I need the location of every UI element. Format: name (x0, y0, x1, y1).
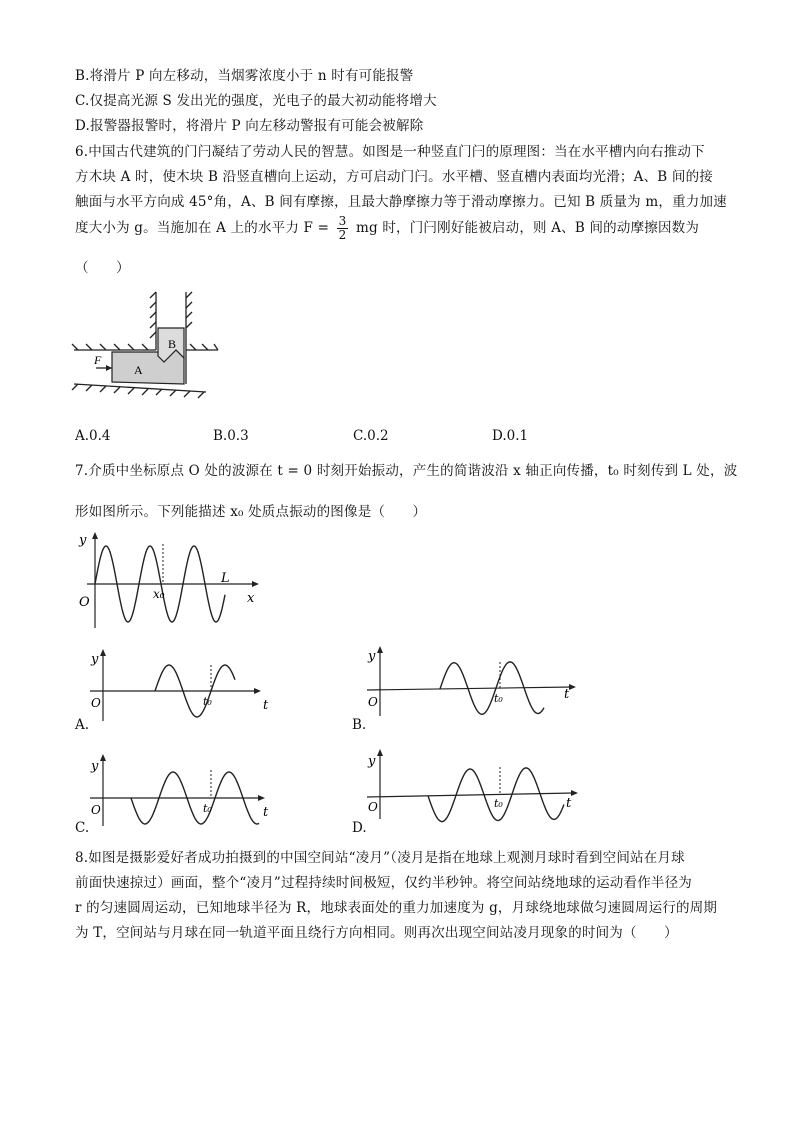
q7-graph-d-y: y (368, 754, 376, 769)
q7-graph-d-o: O (368, 800, 378, 814)
q7-graph-a-y: y (91, 652, 99, 667)
q6-option-b: B.0.3 (213, 428, 249, 444)
q7-graph-d (352, 745, 592, 825)
q5-option-b: B.将滑片 P 向左移动，当烟雾浓度小于 n 时有可能报警 (75, 68, 414, 84)
q6-latch-figure (68, 288, 228, 408)
q6-stem-line1: 6.中国古代建筑的门闩凝结了劳动人民的智慧。如图是一种竖直门闩的原理图：当在水平槽内向右推动下 (75, 144, 705, 160)
q7-wave-origin-label: O (79, 595, 90, 610)
q6-frac-num: 3 (338, 214, 347, 228)
q8-stem-line2: 前面快速掠过）画面，整个“凌月”过程持续时间极短，仅约半秒钟。将空间站绕地球的运动看作半径为 (75, 875, 693, 891)
q7-wave-l-label: L (221, 571, 230, 586)
q5-option-c: C.仅提高光源 S 发出光的强度，光电子的最大初动能将增大 (75, 93, 437, 109)
q7-wave-y-label: y (79, 533, 87, 548)
q6-frac-den: 2 (338, 228, 347, 242)
q6-stem-line2: 方木块 A 时，使木块 B 沿竖直槽向上运动，方可启动门闩。水平槽、竖直槽内表面均光滑；A、B 间的接 (75, 169, 713, 185)
q7-option-a-letter: A. (75, 717, 90, 733)
q7-graph-b-t: t (564, 687, 570, 702)
q7-wave-x0-label: x₀ (153, 587, 165, 601)
q6-label-f: F (94, 353, 102, 367)
q6-option-a: A.0.4 (75, 428, 111, 444)
q7-graph-c-t0: t₀ (203, 802, 212, 815)
q6-option-c: C.0.2 (353, 428, 389, 444)
q7-option-c-letter: C. (75, 820, 90, 836)
q7-graph-b (352, 642, 592, 722)
q6-option-d: D.0.1 (492, 428, 529, 444)
q7-option-d-letter: D. (352, 820, 367, 836)
q6-label-b: B (168, 337, 177, 351)
q7-graph-b-o: O (368, 695, 378, 709)
q7-option-b-letter: B. (352, 717, 367, 733)
q8-stem-line1: 8.如图是摄影爱好者成功拍摄到的中国空间站“凌月”（凌月是指在地球上观测月球时看到空间站在月球 (75, 850, 685, 866)
q7-graph-b-t0: t₀ (494, 692, 503, 705)
q6-label-a: A (134, 363, 143, 377)
q7-graph-a (75, 645, 295, 725)
q7-graph-c (75, 750, 295, 830)
q7-graph-d-t0: t₀ (494, 797, 503, 810)
q6-stem-line4-b: mg 时，门闩刚好能被启动，则 A、B 间的动摩擦因数为 (355, 220, 700, 236)
q7-wave-x-label: x (247, 591, 255, 606)
q7-stem-line1: 7.介质中坐标原点 O 处的波源在 t = 0 时刻开始振动，产生的简谐波沿 x 轴正向传播，t₀ 时刻传到 L 处，波 (75, 463, 738, 479)
q7-graph-c-t: t (263, 805, 269, 820)
q7-graph-c-o: O (91, 803, 101, 817)
q6-stem-line4-a: 度大小为 g。当施加在 A 上的水平力 F = (75, 220, 330, 236)
q8-stem-line4: 为 T，空间站与月球在同一轨道平面且绕行方向相同。则再次出现空间站凌月现象的时间为（ ） (75, 925, 678, 941)
q6-force-fraction (337, 215, 349, 242)
q5-option-d: D.报警器报警时，将滑片 P 向左移动警报有可能会被解除 (75, 118, 424, 134)
q6-stem-line3: 触面与水平方向成 45°角，A、B 间有摩擦，且最大静摩擦力等于滑动摩擦力。已知 B 质量为 m，重力加速 (75, 194, 727, 210)
q7-graph-d-t: t (566, 796, 572, 811)
q7-graph-a-t: t (263, 698, 269, 713)
q7-graph-b-y: y (368, 649, 376, 664)
q7-stem-line2: 形如图所示。下列能描述 x₀ 处质点振动的图像是（ ） (75, 504, 427, 520)
q7-graph-a-o: O (91, 696, 101, 710)
q7-graph-c-y: y (91, 759, 99, 774)
q6-stem-line4 (75, 215, 699, 242)
q8-stem-line3: r 的匀速圆周运动，已知地球半径为 R，地球表面处的重力加速度为 g，月球绕地球做匀速圆周运行的周期 (75, 900, 718, 916)
q6-answer-paren: （ ） (75, 260, 130, 276)
q6-block-a (112, 350, 184, 384)
q7-graph-a-t0: t₀ (203, 695, 212, 708)
q7-wave-figure (75, 530, 265, 630)
